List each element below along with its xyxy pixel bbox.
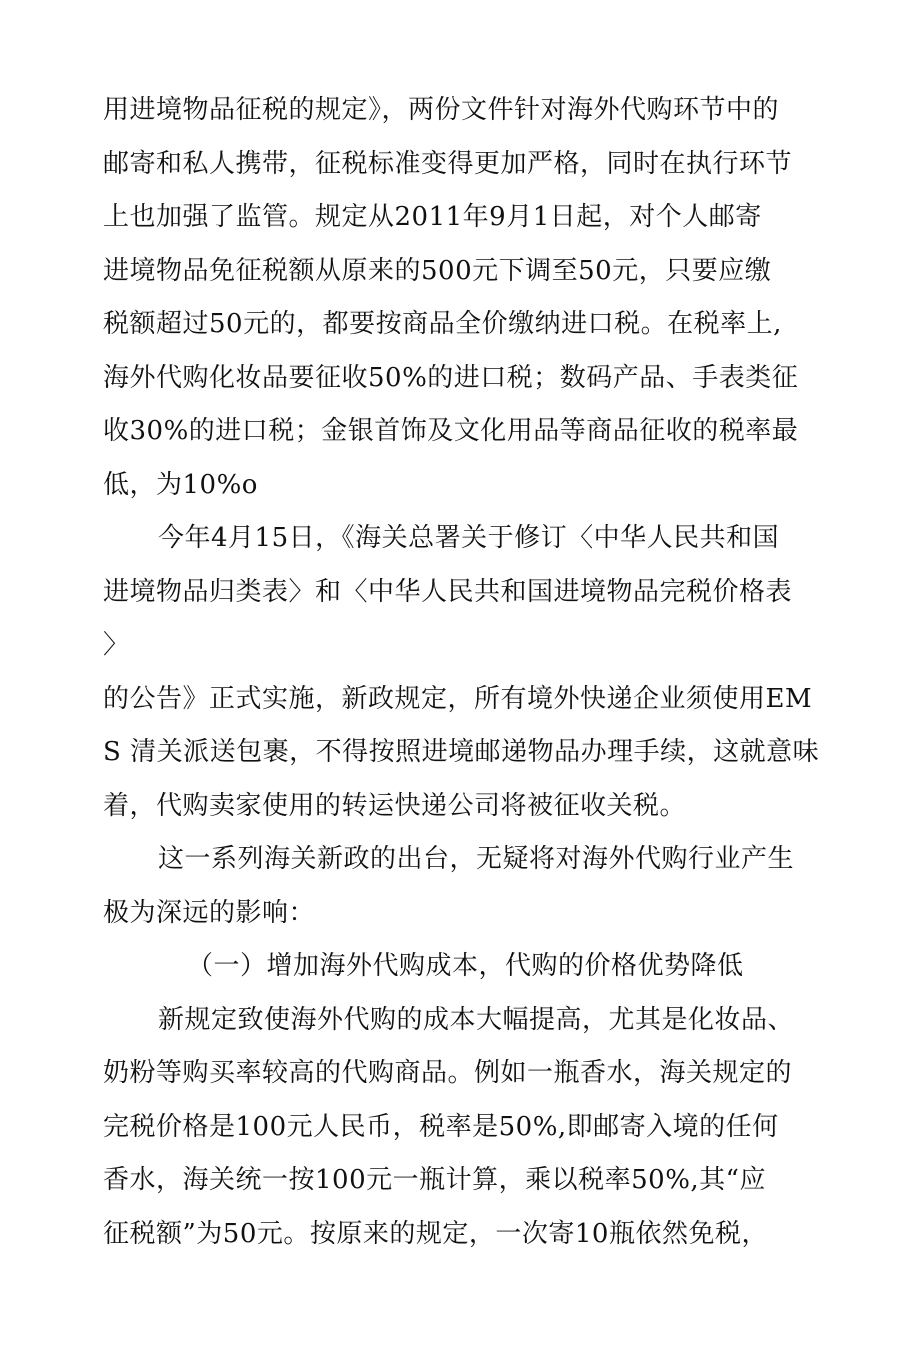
text-line: 奶粉等购买率较高的代购商品。例如一瓶香水，海关规定的 [103, 1058, 793, 1088]
paragraph-start-line: 这一系列海关新政的出台，无疑将对海外代购行业产生 [158, 844, 795, 874]
text-line: 极为深远的影响： [103, 898, 316, 928]
text-line: 香水，海关统一按100元一瓶计算，乘以税率50%,其“应 [103, 1165, 766, 1195]
text-line: 着，代购卖家使用的转运快递公司将被征收关税。 [103, 791, 687, 821]
text-line: 进境物品归类表〉和〈中华人民共和国进境物品完税价格表 [103, 577, 793, 607]
text-line: 完税价格是100元人民币，税率是50%,即邮寄入境的任何 [103, 1112, 779, 1142]
text-line: 上也加强了监管。规定从2011年9月1日起，对个人邮寄 [103, 202, 762, 232]
text-line: 邮寄和私人携带，征税标准变得更加严格，同时在执行环节 [103, 149, 793, 179]
text-line: 海外代购化妆品要征收50%的进口税；数码产品、手表类征 [103, 363, 799, 393]
paragraph-start-line: 新规定致使海外代购的成本大幅提高，尤其是化妆品、 [158, 1005, 795, 1035]
text-line: 的公告》正式实施，新政规定，所有境外快递企业须使用EM [103, 684, 813, 714]
text-line: 低，为10%o [103, 470, 258, 500]
text-line: 税额超过50元的，都要按商品全价缴纳进口税。在税率上, [103, 309, 782, 339]
text-line: 用进境物品征税的规定》，两份文件针对海外代购环节中的 [103, 95, 780, 125]
text-line: 进境物品免征税额从原来的500元下调至50元，只要应缴 [103, 256, 772, 286]
text-line: 收30%的进口税；金银首饰及文化用品等商品征收的税率最 [103, 416, 799, 446]
paragraph-start-line: 今年4月15日，《海关总署关于修订〈中华人民共和国 [158, 523, 780, 553]
text-line: S 清关派送包裹，不得按照进境邮递物品办理手续，这就意味 [103, 737, 820, 767]
text-line: 征税额”为50元。按原来的规定，一次寄10瓶依然免税， [103, 1219, 768, 1249]
text-line: 〉 [103, 630, 130, 660]
section-heading: （一）增加海外代购成本，代购的价格优势降低 [187, 951, 744, 981]
